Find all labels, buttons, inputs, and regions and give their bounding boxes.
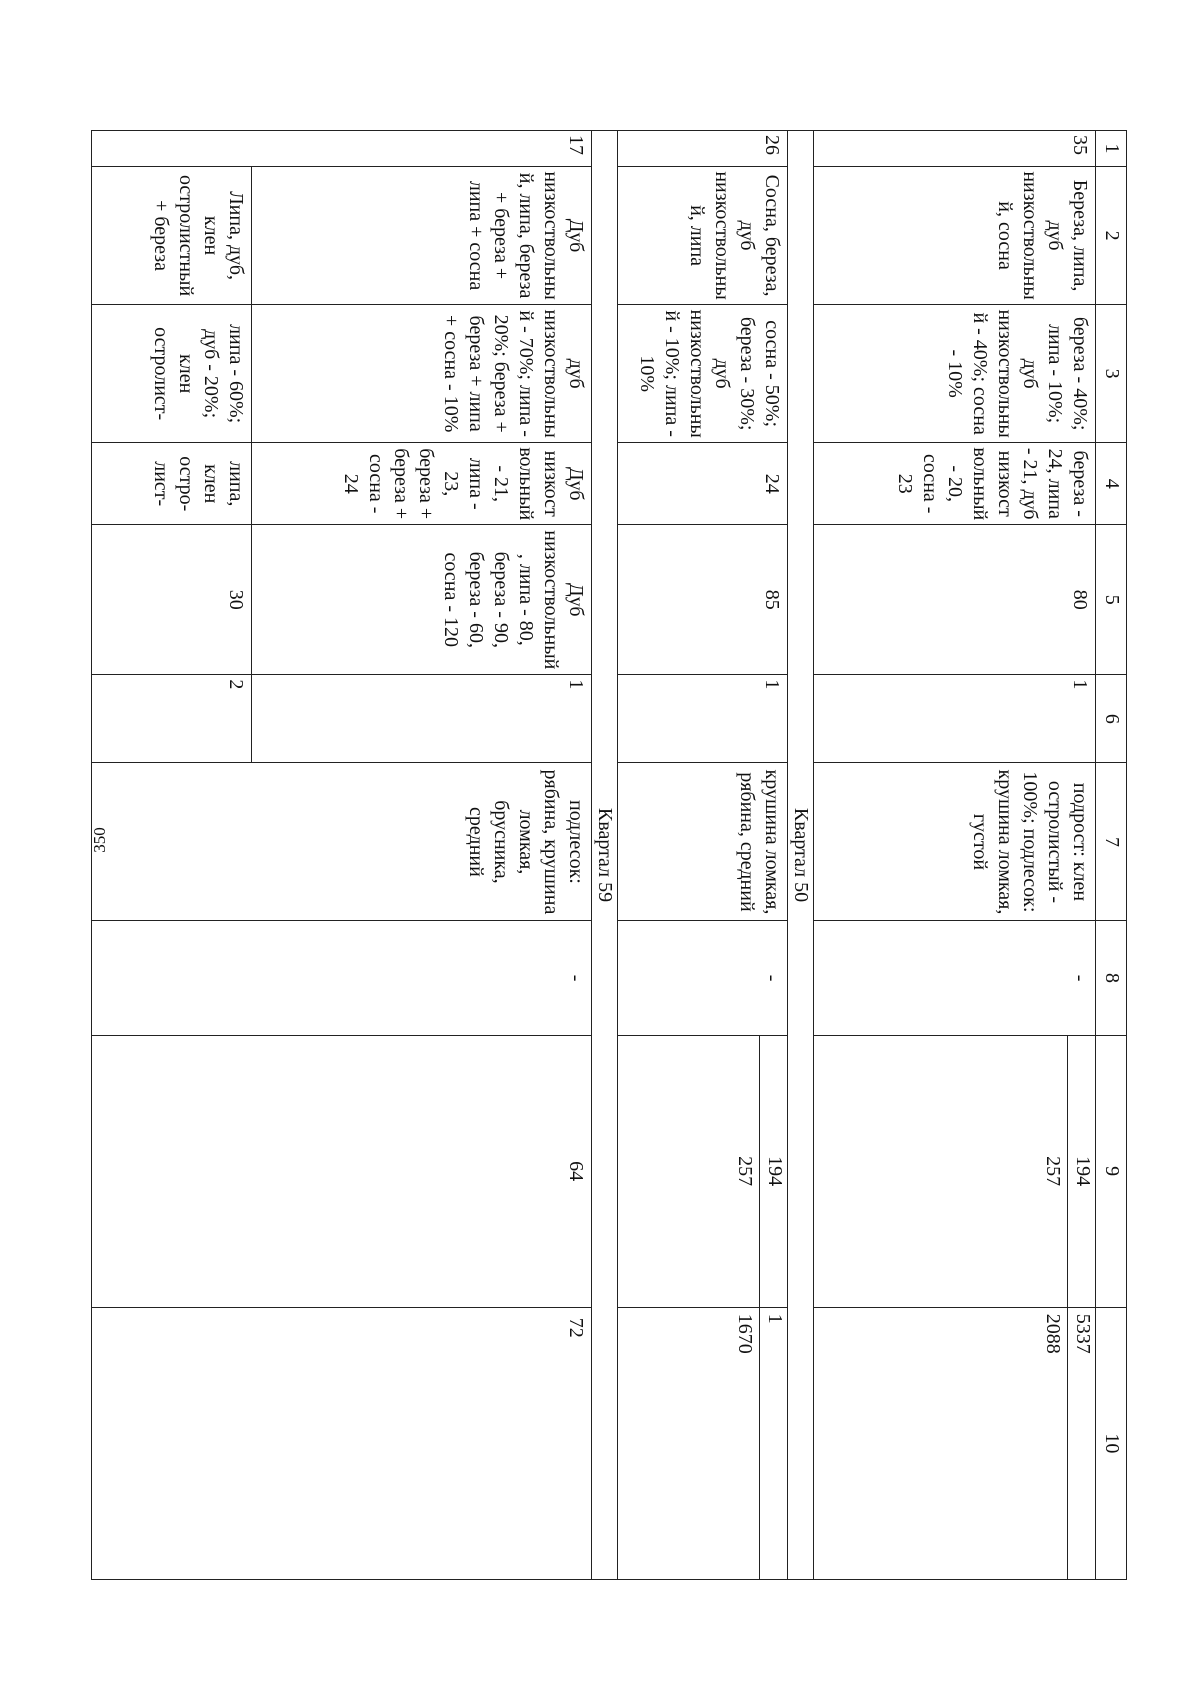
cell-class: 2 [92,675,252,763]
cell-col10-top: 5337 [1067,1308,1095,1579]
cell-col10 [814,1307,1096,1579]
cell-species: Береза, липа, дуб низкоствольный, сосна [814,167,1096,305]
cell-composition: дуб низкоствольный - 70%; липа - 20%; береза + береза + липа + сосна - 10% [252,305,592,443]
col-header-1: 1 [1096,131,1127,167]
cell-plot-number: 26 [618,131,788,167]
cell-col9-bottom: 257 [1042,1156,1064,1187]
cell-col8: - [814,921,1096,1035]
cell-col10-bottom: 1670 [734,1313,756,1354]
col-header-5: 5 [1096,525,1127,675]
cell-diameter: береза - 24, липа - 21, дуб низкоствольный - 20, сосна - 23 [814,443,1096,525]
table-row-26 [618,131,788,1580]
cell-col10 [618,1307,788,1579]
col-header-6: 6 [1096,675,1127,763]
cell-composition: липа - 60%; дуб - 20%; клен остролист- [92,305,252,443]
quarter-separator-59 [592,131,618,1580]
cell-composition: береза - 40%; липа - 10%; дуб низкоствольный - 40%; сосна - 10% [814,305,1096,443]
col-header-4: 4 [1096,443,1127,525]
cell-age: 30 [92,525,252,675]
cell-col9-top: 194 [1067,1036,1095,1307]
cell-species: Дуб низкоствольный, липа, береза + береза + липа + сосна [252,167,592,305]
col-header-2: 2 [1096,167,1127,305]
cell-undergrowth: крушина ломкая, рябина, средний [618,763,788,921]
rotated-table-wrapper [117,130,1127,1580]
cell-col8: - [618,921,788,1035]
cell-col10: 72 [92,1307,592,1579]
cell-col10-bottom: 2088 [1042,1313,1064,1354]
cell-plot-number: 35 [814,131,1096,167]
cell-composition: сосна - 50%; береза - 30%; дуб низкоствольный - 10%; липа - 10% [618,305,788,443]
quarter-separator-50 [788,131,814,1580]
col-header-8: 8 [1096,921,1127,1035]
col-header-7: 7 [1096,763,1127,921]
cell-class: 1 [814,675,1096,763]
table-row-35 [814,131,1096,1580]
cell-diameter: 24 [618,443,788,525]
forest-inventory-table [91,130,1127,1580]
quarter-label-50: Квартал 50 [788,131,814,1580]
cell-col9 [618,1035,788,1307]
cell-class: 1 [252,675,592,763]
cell-class: 1 [618,675,788,763]
quarter-label-59: Квартал 59 [592,131,618,1580]
cell-col8: - [92,921,592,1035]
cell-col9-bottom: 257 [734,1156,756,1187]
col-header-10: 10 [1096,1307,1127,1579]
cell-col9-top: 194 [759,1036,787,1307]
cell-diameter: Дуб низкоствольный - 21, липа - 23, береза + береза + сосна - 24 [252,443,592,525]
cell-undergrowth: подрост: клен остролистый - 100%; подлесок: крушина ломкая, густой [814,763,1096,921]
table-row-17 [252,131,592,1580]
cell-col10-top: 1 [759,1308,787,1579]
cell-age: Дуб низкоствольный, липа - 80, береза - 90, береза - 60, сосна - 120 [252,525,592,675]
cell-col9: 64 [92,1035,592,1307]
cell-species: Липа, дуб, клен остролистный + береза [92,167,252,305]
cell-species: Сосна, береза, дуб низкоствольный, липа [618,167,788,305]
cell-undergrowth: подлесок: рябина, крушина ломкая, брусника, средний [92,763,592,921]
column-number-row [1096,131,1127,1580]
cell-diameter: липа, клен остро-лист- [92,443,252,525]
cell-age: 85 [618,525,788,675]
col-header-9: 9 [1096,1035,1127,1307]
cell-plot-number: 17 [92,131,592,167]
cell-col9 [814,1035,1096,1307]
page-number: 350 [90,827,109,853]
cell-age: 80 [814,525,1096,675]
col-header-3: 3 [1096,305,1127,443]
